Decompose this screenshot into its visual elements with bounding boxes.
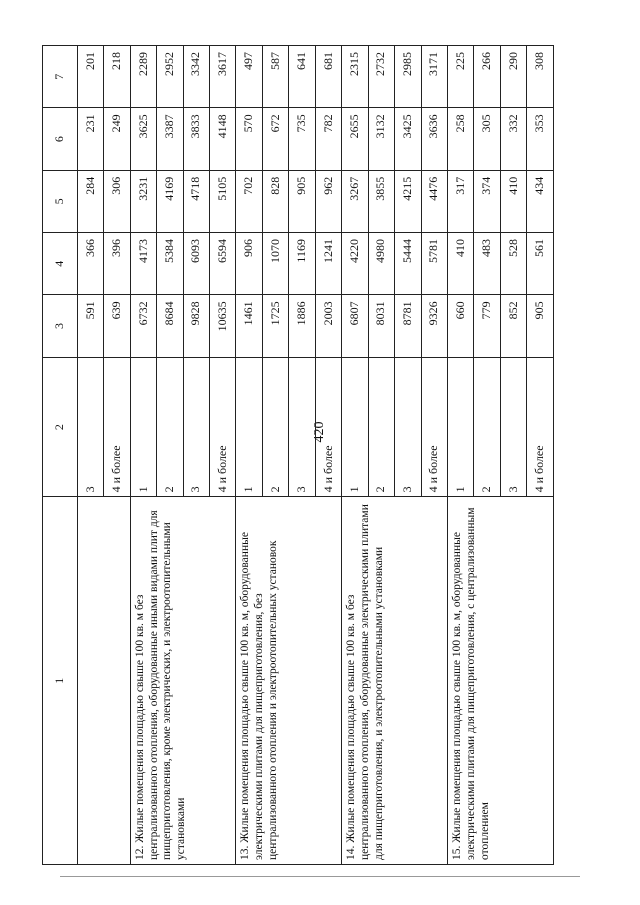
value-cell: 249 [104, 108, 130, 170]
value-cell: 3231 [130, 170, 156, 232]
value-cell: 6594 [210, 233, 236, 295]
value-cell: 3425 [395, 108, 421, 170]
residents-count-cell: 3 [77, 357, 103, 497]
value-cell: 6732 [130, 295, 156, 357]
value-cell: 3617 [210, 46, 236, 108]
value-cell: 639 [104, 295, 130, 357]
residents-count-cell: 2 [262, 357, 288, 497]
value-cell: 3855 [368, 170, 394, 232]
value-cell: 906 [236, 233, 262, 295]
value-cell: 828 [262, 170, 288, 232]
rotated-table-inner [42, 45, 554, 865]
value-cell: 374 [474, 170, 500, 232]
table-row [236, 46, 262, 865]
value-cell: 3625 [130, 108, 156, 170]
header-row [43, 46, 78, 865]
value-cell: 672 [262, 108, 288, 170]
value-cell: 4173 [130, 233, 156, 295]
value-cell: 4220 [342, 233, 368, 295]
value-cell: 2655 [342, 108, 368, 170]
value-cell: 9828 [183, 295, 209, 357]
value-cell: 962 [315, 170, 341, 232]
value-cell: 5105 [210, 170, 236, 232]
value-cell: 3387 [157, 108, 183, 170]
residents-count-cell: 3 [289, 357, 315, 497]
value-cell: 2985 [395, 46, 421, 108]
value-cell: 2315 [342, 46, 368, 108]
value-cell: 570 [236, 108, 262, 170]
table-row [447, 46, 473, 865]
column-header: 7 [43, 46, 78, 108]
residents-count-cell: 4 и более [315, 357, 341, 497]
value-cell: 8031 [368, 295, 394, 357]
value-cell: 290 [500, 46, 526, 108]
value-cell: 1725 [262, 295, 288, 357]
value-cell: 702 [236, 170, 262, 232]
residents-count-cell: 1 [236, 357, 262, 497]
value-cell: 410 [447, 233, 473, 295]
column-header: 4 [43, 233, 78, 295]
value-cell: 483 [474, 233, 500, 295]
table-body [43, 46, 554, 865]
value-cell: 4169 [157, 170, 183, 232]
value-cell: 306 [104, 170, 130, 232]
residents-count-cell: 3 [183, 357, 209, 497]
residents-count-cell: 2 [474, 357, 500, 497]
value-cell: 305 [474, 108, 500, 170]
column-header: 5 [43, 170, 78, 232]
value-cell: 1461 [236, 295, 262, 357]
value-cell: 4980 [368, 233, 394, 295]
value-cell: 5444 [395, 233, 421, 295]
value-cell: 1169 [289, 233, 315, 295]
value-cell: 528 [500, 233, 526, 295]
value-cell: 201 [77, 46, 103, 108]
value-cell: 353 [527, 108, 554, 170]
value-cell: 8781 [395, 295, 421, 357]
value-cell: 258 [447, 108, 473, 170]
value-cell: 332 [500, 108, 526, 170]
value-cell: 225 [447, 46, 473, 108]
residents-count-cell: 3 [395, 357, 421, 497]
residents-count-cell: 4 и более [421, 357, 447, 497]
page-number: 420 [312, 421, 327, 443]
value-cell: 4476 [421, 170, 447, 232]
category-description: 14. Жилые помещения площадью свыше 100 кв. м без централизованного отопления, оборудованные электрическими плитами для пищеприготовления, и электроотопительными установками [342, 497, 448, 865]
value-cell: 4215 [395, 170, 421, 232]
column-header: 2 [43, 357, 78, 497]
value-cell: 905 [289, 170, 315, 232]
category-description [77, 497, 130, 865]
column-header: 3 [43, 295, 78, 357]
value-cell: 396 [104, 233, 130, 295]
value-cell: 218 [104, 46, 130, 108]
column-header: 1 [43, 497, 78, 865]
bottom-rule [60, 876, 580, 877]
category-description: 12. Жилые помещения площадью свыше 100 кв. м без централизованного отопления, оборудованные иными видами плит для пищеприготовления, кроме электрических, и электроотопительными установками [130, 497, 236, 865]
value-cell: 1070 [262, 233, 288, 295]
tariff-table [42, 45, 554, 865]
value-cell: 266 [474, 46, 500, 108]
value-cell: 681 [315, 46, 341, 108]
value-cell: 231 [77, 108, 103, 170]
column-header: 6 [43, 108, 78, 170]
value-cell: 2952 [157, 46, 183, 108]
value-cell: 366 [77, 233, 103, 295]
residents-count-cell: 4 и более [104, 357, 130, 497]
value-cell: 2732 [368, 46, 394, 108]
value-cell: 735 [289, 108, 315, 170]
residents-count-cell: 4 и более [210, 357, 236, 497]
value-cell: 3636 [421, 108, 447, 170]
value-cell: 3342 [183, 46, 209, 108]
category-description: 15. Жилые помещения площадью свыше 100 кв. м, оборудованные электрическими плитами для пищеприготовления, с централизованным отоплением [447, 497, 553, 865]
residents-count-cell: 3 [500, 357, 526, 497]
value-cell: 410 [500, 170, 526, 232]
value-cell: 2289 [130, 46, 156, 108]
value-cell: 1241 [315, 233, 341, 295]
value-cell: 497 [236, 46, 262, 108]
value-cell: 782 [315, 108, 341, 170]
value-cell: 3132 [368, 108, 394, 170]
value-cell: 2003 [315, 295, 341, 357]
table-row [130, 46, 156, 865]
value-cell: 591 [77, 295, 103, 357]
value-cell: 1886 [289, 295, 315, 357]
value-cell: 9326 [421, 295, 447, 357]
residents-count-cell: 1 [342, 357, 368, 497]
residents-count-cell: 4 и более [527, 357, 554, 497]
value-cell: 905 [527, 295, 554, 357]
residents-count-cell: 2 [368, 357, 394, 497]
value-cell: 317 [447, 170, 473, 232]
value-cell: 6807 [342, 295, 368, 357]
table-row [77, 46, 103, 865]
value-cell: 779 [474, 295, 500, 357]
residents-count-cell: 2 [157, 357, 183, 497]
table-row [342, 46, 368, 865]
value-cell: 587 [262, 46, 288, 108]
value-cell: 8684 [157, 295, 183, 357]
value-cell: 5384 [157, 233, 183, 295]
residents-count-cell: 1 [130, 357, 156, 497]
value-cell: 852 [500, 295, 526, 357]
value-cell: 641 [289, 46, 315, 108]
value-cell: 4148 [210, 108, 236, 170]
value-cell: 3267 [342, 170, 368, 232]
value-cell: 434 [527, 170, 554, 232]
value-cell: 3171 [421, 46, 447, 108]
value-cell: 10635 [210, 295, 236, 357]
value-cell: 308 [527, 46, 554, 108]
residents-count-cell: 1 [447, 357, 473, 497]
category-description: 13. Жилые помещения площадью свыше 100 кв. м, оборудованные электрическими плитами для пищеприготовления, без централизованного отопления и электроотопительных установок [236, 497, 342, 865]
value-cell: 6093 [183, 233, 209, 295]
value-cell: 4718 [183, 170, 209, 232]
value-cell: 561 [527, 233, 554, 295]
value-cell: 5781 [421, 233, 447, 295]
value-cell: 3833 [183, 108, 209, 170]
rotated-table-wrapper [42, 45, 554, 865]
value-cell: 284 [77, 170, 103, 232]
value-cell: 660 [447, 295, 473, 357]
